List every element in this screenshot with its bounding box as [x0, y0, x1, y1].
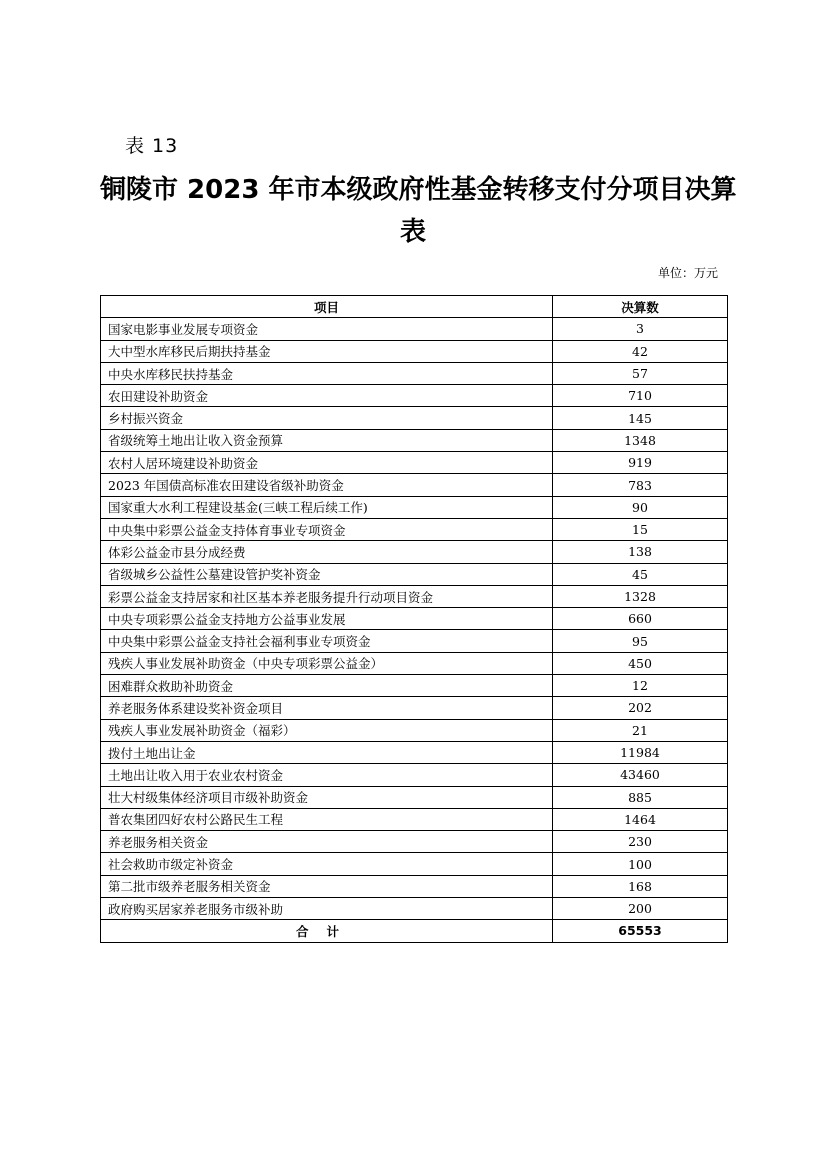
project-name-cell: 政府购买居家养老服务市级补助	[101, 898, 553, 920]
page-title-continued: 表	[399, 217, 426, 247]
amount-cell: 11984	[553, 741, 728, 763]
table-row	[101, 452, 728, 474]
project-name-cell: 普农集团四好农村公路民生工程	[101, 808, 553, 830]
project-name-cell: 省级城乡公益性公墓建设管护奖补资金	[101, 563, 553, 585]
amount-cell: 168	[553, 875, 728, 897]
table-row	[101, 898, 728, 920]
project-name-cell: 中央集中彩票公益金支持体育事业专项资金	[101, 518, 553, 540]
project-name-cell: 省级统筹土地出让收入资金预算	[101, 429, 553, 451]
amount-cell: 783	[553, 474, 728, 496]
amount-cell: 145	[553, 407, 728, 429]
table-row	[101, 764, 728, 786]
amount-cell: 42	[553, 340, 728, 362]
total-value: 65553	[553, 920, 728, 942]
amount-cell: 200	[553, 898, 728, 920]
budget-table	[100, 295, 728, 943]
table-row	[101, 340, 728, 362]
table-row	[101, 563, 728, 585]
total-label: 合计	[101, 920, 553, 942]
project-name-cell: 彩票公益金支持居家和社区基本养老服务提升行动项目资金	[101, 585, 553, 607]
page-title: 铜陵市 2023 年市本级政府性基金转移支付分项目决算	[100, 175, 737, 205]
amount-cell: 919	[553, 452, 728, 474]
amount-cell: 90	[553, 496, 728, 518]
table-body	[101, 318, 728, 920]
table-row	[101, 362, 728, 384]
table-row	[101, 518, 728, 540]
project-name-cell: 第二批市级养老服务相关资金	[101, 875, 553, 897]
table-row	[101, 675, 728, 697]
amount-cell: 43460	[553, 764, 728, 786]
amount-cell: 45	[553, 563, 728, 585]
amount-cell: 3	[553, 318, 728, 340]
table-row	[101, 875, 728, 897]
project-name-cell: 土地出让收入用于农业农村资金	[101, 764, 553, 786]
amount-cell: 230	[553, 831, 728, 853]
table-row	[101, 831, 728, 853]
project-name-cell: 国家重大水利工程建设基金(三峡工程后续工作)	[101, 496, 553, 518]
table-header-row	[101, 296, 728, 318]
project-name-cell: 拨付土地出让金	[101, 741, 553, 763]
column-header-amount: 决算数	[553, 296, 728, 318]
project-name-cell: 残疾人事业发展补助资金（中央专项彩票公益金）	[101, 652, 553, 674]
amount-cell: 100	[553, 853, 728, 875]
table-row	[101, 385, 728, 407]
amount-cell: 660	[553, 608, 728, 630]
table-row	[101, 585, 728, 607]
amount-cell: 138	[553, 541, 728, 563]
budget-table-container	[100, 295, 727, 943]
table-row	[101, 429, 728, 451]
project-name-cell: 乡村振兴资金	[101, 407, 553, 429]
table-row	[101, 741, 728, 763]
amount-cell: 885	[553, 786, 728, 808]
amount-cell: 57	[553, 362, 728, 384]
project-name-cell: 困难群众救助补助资金	[101, 675, 553, 697]
table-row	[101, 808, 728, 830]
project-name-cell: 中央专项彩票公益金支持地方公益事业发展	[101, 608, 553, 630]
table-row	[101, 608, 728, 630]
amount-cell: 1464	[553, 808, 728, 830]
project-name-cell: 社会救助市级定补资金	[101, 853, 553, 875]
amount-cell: 95	[553, 630, 728, 652]
amount-cell: 202	[553, 697, 728, 719]
project-name-cell: 大中型水库移民后期扶持基金	[101, 340, 553, 362]
table-row	[101, 853, 728, 875]
project-name-cell: 农田建设补助资金	[101, 385, 553, 407]
amount-cell: 1328	[553, 585, 728, 607]
project-name-cell: 农村人居环境建设补助资金	[101, 452, 553, 474]
table-row	[101, 652, 728, 674]
project-name-cell: 中央水库移民扶持基金	[101, 362, 553, 384]
table-row	[101, 541, 728, 563]
table-row	[101, 496, 728, 518]
column-header-project: 项目	[101, 296, 553, 318]
table-row	[101, 407, 728, 429]
table-row	[101, 719, 728, 741]
project-name-cell: 残疾人事业发展补助资金（福彩）	[101, 719, 553, 741]
table-number: 表 13	[125, 135, 179, 157]
project-name-cell: 中央集中彩票公益金支持社会福利事业专项资金	[101, 630, 553, 652]
project-name-cell: 养老服务相关资金	[101, 831, 553, 853]
amount-cell: 21	[553, 719, 728, 741]
table-row	[101, 318, 728, 340]
project-name-cell: 体彩公益金市县分成经费	[101, 541, 553, 563]
amount-cell: 450	[553, 652, 728, 674]
amount-cell: 15	[553, 518, 728, 540]
amount-cell: 710	[553, 385, 728, 407]
amount-cell: 12	[553, 675, 728, 697]
table-row	[101, 697, 728, 719]
unit-label: 单位：万元	[657, 266, 718, 280]
project-name-cell: 养老服务体系建设奖补资金项目	[101, 697, 553, 719]
project-name-cell: 国家电影事业发展专项资金	[101, 318, 553, 340]
table-row	[101, 786, 728, 808]
total-row	[101, 920, 728, 942]
project-name-cell: 2023 年国债高标准农田建设省级补助资金	[101, 474, 553, 496]
table-row	[101, 474, 728, 496]
project-name-cell: 壮大村级集体经济项目市级补助资金	[101, 786, 553, 808]
amount-cell: 1348	[553, 429, 728, 451]
table-row	[101, 630, 728, 652]
